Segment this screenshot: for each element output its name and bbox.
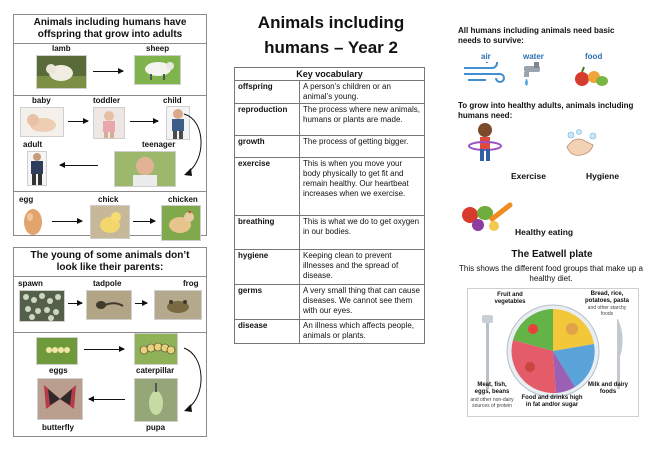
food-icon [572,61,610,89]
eggs-to-caterpillar-arrow [84,349,124,350]
plate-label-meat-sub: and other non-dairy sources of protein [470,397,514,409]
frog-image [154,290,202,320]
frog-label: frog [183,279,199,288]
child-to-teenager-arrow [180,110,206,180]
caterpillar-to-pupa-arrow [180,344,206,416]
lamb-label: lamb [52,44,71,53]
teenager-to-adult-arrow [60,165,98,166]
grow-heading: To grow into healthy adults, animals including humans need: [458,101,634,120]
vocab-term: exercise [235,158,300,216]
chick-image [90,205,130,239]
vocabulary-heading: Key vocabulary [235,68,425,81]
vocabulary-table [234,67,425,344]
baby-label: baby [32,96,51,105]
chicken-image [161,205,201,241]
baby-to-toddler-arrow [68,121,88,122]
plate-label-fat: Food and drinks high in fat and/or sugar [521,395,583,408]
vocab-definition: Keeping clean to prevent illnesses and the spread of disease. [300,250,425,285]
spawn-image [19,290,65,322]
healthy-eating-icon [458,193,514,233]
child-label: child [163,96,182,105]
toddler-to-child-arrow [130,121,158,122]
adult-image [27,151,47,186]
vocab-definition: An illness which affects people, animals or plants. [300,320,425,344]
water-label: water [523,52,544,61]
butterfly-label: butterfly [42,423,74,432]
chick-label: chick [98,195,119,204]
adult-label: adult [23,140,43,149]
chick-to-chicken-arrow [133,221,155,222]
vocab-definition: A very small thing that can cause diseases. We cannot see them with our eyes. [300,285,425,320]
exercise-icon [465,121,505,165]
caterpillar-label: caterpillar [136,366,175,375]
butterfly-image [37,378,83,420]
eatwell-title: The Eatwell plate [511,249,593,260]
teenager-image [114,151,176,187]
plate-label-meat: Meat, fish, eggs, beans [474,382,510,395]
plate-label-bread-sub: and other starchy foods [587,305,627,317]
vocab-definition: A person’s children or an animal’s young. [300,81,425,104]
toddler-image [93,107,125,139]
chicken-label: chicken [168,195,198,204]
teenager-label: teenager [142,140,176,149]
egg-to-chick-arrow [52,221,82,222]
egg-label: egg [19,195,34,204]
butterfly-eggs-image [36,337,78,365]
baby-image [20,107,64,137]
tadpole-label: tadpole [93,279,122,288]
caterpillar-image [134,333,178,365]
lamb-image [36,55,87,89]
metamorphosis-heading: The young of some animals don’t look like their parents: [30,250,190,273]
vocab-definition: The process where new animals, humans or plants are made. [300,104,425,136]
healthy-eating-label: Healthy eating [515,227,574,237]
vocab-definition: This is when you move your body physically to get fit and remain healthy. Our heartbeat increases when we exercise. [300,158,425,216]
plate-label-milk: Milk and dairy foods [587,382,628,395]
offspring-heading: Animals including humans have offspring that grow into adults [33,17,187,40]
vocab-term: growth [235,136,300,158]
vocab-definition: This is what we do to get oxygen in our bodies. [300,216,425,250]
vocab-term: hygiene [235,250,300,285]
pupa-image [134,378,178,422]
page-title-line2: humans – Year 2 [264,38,398,57]
basic-needs-heading: All humans including animals need basic needs to survive: [458,26,615,45]
tadpole-to-frog-arrow [135,303,147,304]
lamb-to-sheep-arrow [93,71,123,72]
pupa-to-butterfly-arrow [89,399,125,400]
food-label: food [585,52,603,61]
plate-label-fruit: Fruit and vegetables [494,292,526,305]
vocab-term: germs [235,285,300,320]
hygiene-handwash-icon [561,127,601,161]
vocab-term: breathing [235,216,300,250]
spawn-to-tadpole-arrow [68,303,82,304]
exercise-label: Exercise [511,171,546,181]
sheep-label: sheep [146,44,170,53]
plate-label-bread: Bread, rice, potatoes, pasta [584,291,629,304]
tadpole-image [86,290,132,320]
spawn-label: spawn [18,279,43,288]
hygiene-label: Hygiene [586,171,620,181]
pupa-label: pupa [146,423,166,432]
page-title-line1: Animals including [257,13,405,32]
air-icon [462,62,506,84]
vocab-term: offspring [235,81,300,104]
eggs-label: eggs [49,366,68,375]
vocab-definition: The process of getting bigger. [300,136,425,158]
egg-image [22,205,44,237]
sheep-image [134,55,181,85]
toddler-label: toddler [93,96,121,105]
vocab-term: disease [235,320,300,344]
vocab-term: reproduction [235,104,300,136]
air-label: air [481,52,491,61]
water-tap-icon [520,60,550,90]
eatwell-description: This shows the different food groups that make up a healthy diet. [459,264,643,283]
